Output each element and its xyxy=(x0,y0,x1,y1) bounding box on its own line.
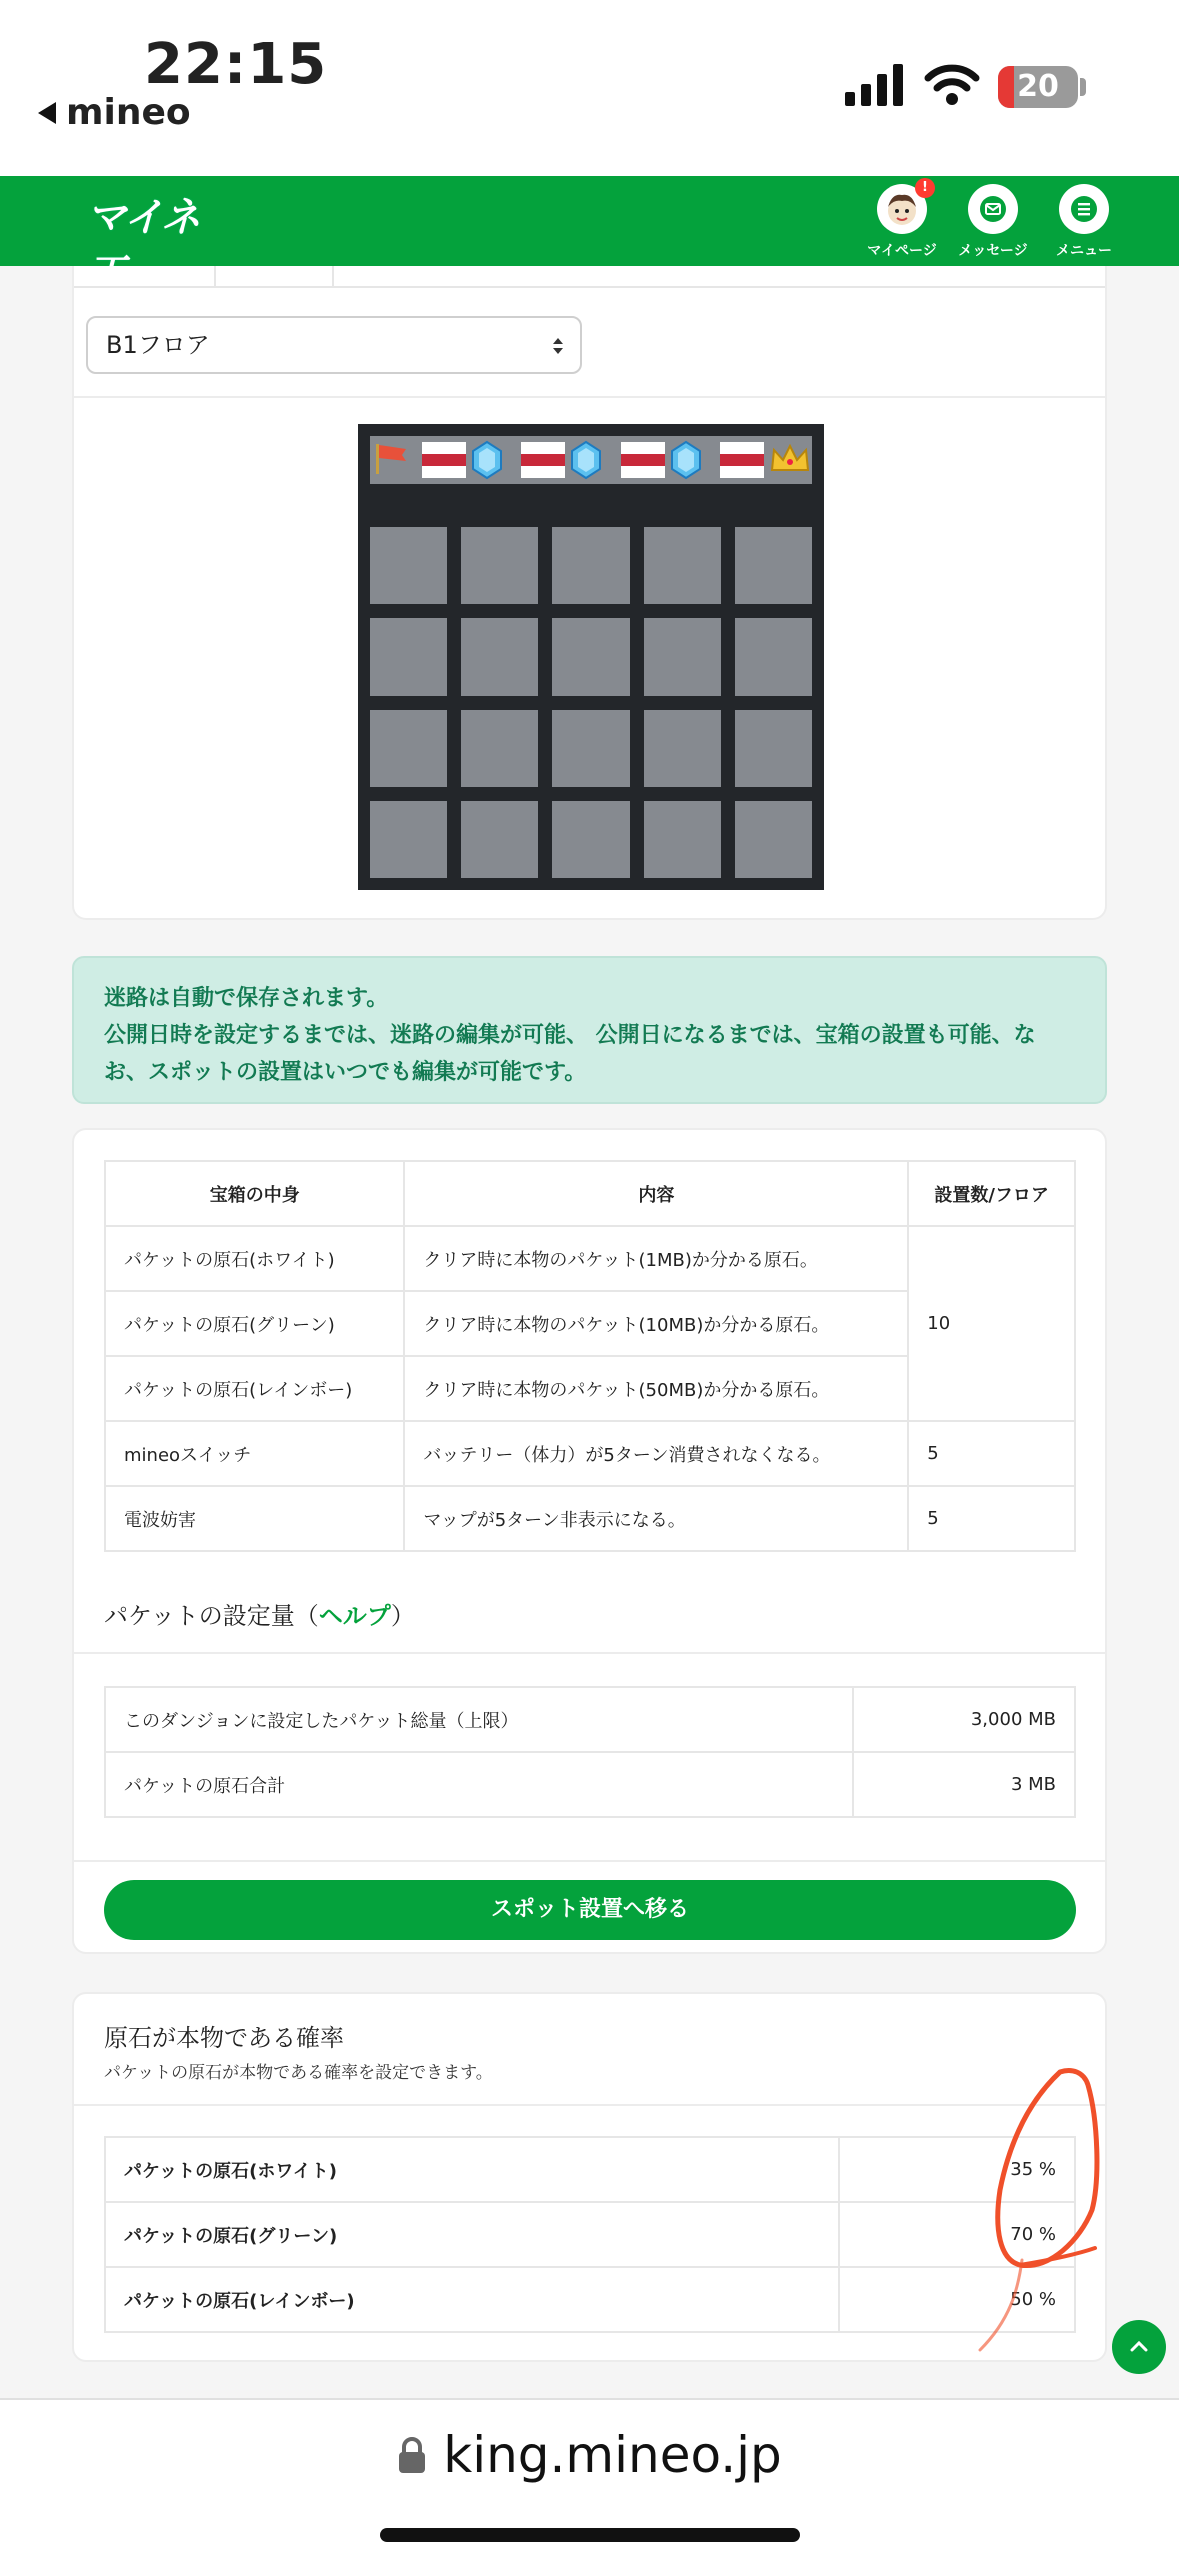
maze-cell[interactable] xyxy=(461,710,538,787)
nav-message-label: メッセージ xyxy=(958,243,1028,259)
notice-line-1: 迷路は自動で保存されます。 xyxy=(104,986,389,1011)
maze-cell[interactable] xyxy=(552,527,629,604)
nav-mypage[interactable] xyxy=(857,180,947,260)
tab-remnant[interactable] xyxy=(214,266,334,286)
menu-icon xyxy=(1059,184,1109,234)
column-header: 設置数/フロア xyxy=(908,1161,1075,1226)
treasure-table xyxy=(104,1160,1076,1552)
treasure-desc: マップが5ターン非表示になる。 xyxy=(404,1486,908,1551)
gem-label: パケットの原石(グリーン) xyxy=(105,2202,839,2267)
wall-icon xyxy=(619,440,667,486)
url-text: king.mineo.jp xyxy=(443,2426,782,2484)
table-row xyxy=(105,1421,1075,1486)
back-to-app-button[interactable] xyxy=(38,92,191,133)
treasure-name: 電波妨害 xyxy=(105,1486,404,1551)
maze-cell[interactable] xyxy=(735,801,812,878)
packet-settings-title xyxy=(104,1596,415,1631)
back-arrow-icon xyxy=(38,102,56,124)
gem-icon xyxy=(669,440,703,486)
floor-select[interactable] xyxy=(86,316,582,374)
go-to-spot-setup-button[interactable]: スポット設置へ移る xyxy=(104,1880,1076,1940)
autosave-notice xyxy=(72,956,1107,1104)
probability-description: パケットの原石が本物である確率を設定できます。 xyxy=(104,2063,493,2083)
browser-bottom-bar xyxy=(0,2398,1179,2556)
treasure-count: 5 xyxy=(908,1486,1075,1551)
maze-cell[interactable] xyxy=(552,710,629,787)
maze-grid[interactable] xyxy=(358,424,824,890)
divider xyxy=(74,1860,1105,1862)
maze-cell[interactable] xyxy=(370,710,447,787)
maze-cell[interactable] xyxy=(552,801,629,878)
mail-icon xyxy=(968,184,1018,234)
treasure-name: パケットの原石(ホワイト) xyxy=(105,1226,404,1291)
probability-value[interactable]: 50 % xyxy=(839,2267,1075,2332)
cellular-signal-icon xyxy=(845,64,905,106)
maze-cell[interactable] xyxy=(370,801,447,878)
wifi-icon xyxy=(924,62,980,106)
treasure-desc: バッテリー（体力）が5ターン消費されなくなる。 xyxy=(404,1421,908,1486)
treasure-count: 5 xyxy=(908,1421,1075,1486)
site-logo[interactable] xyxy=(86,186,216,256)
wall-icon xyxy=(519,440,567,486)
probability-table xyxy=(104,2136,1076,2333)
table-row xyxy=(105,1752,1075,1817)
maze-cell[interactable] xyxy=(735,527,812,604)
gem-label: パケットの原石(ホワイト) xyxy=(105,2137,839,2202)
maze-cell[interactable] xyxy=(735,710,812,787)
battery-cap xyxy=(1080,78,1086,96)
probability-title: 原石が本物である確率 xyxy=(104,2024,344,2052)
packet-amount-table xyxy=(104,1686,1076,1818)
gem-icon xyxy=(470,440,504,486)
notification-badge: ! xyxy=(915,178,935,198)
crown-icon xyxy=(768,440,812,482)
nav-menu[interactable] xyxy=(1039,184,1129,260)
title-suffix: ） xyxy=(390,1602,415,1630)
maze-cell[interactable] xyxy=(735,618,812,695)
treasure-name: パケットの原石(レインボー) xyxy=(105,1356,404,1421)
treasure-desc: クリア時に本物のパケット(10MB)か分かる原石。 xyxy=(404,1291,908,1356)
wall-icon xyxy=(420,440,468,486)
maze-cell[interactable] xyxy=(461,527,538,604)
home-indicator xyxy=(380,2528,800,2542)
table-row xyxy=(105,1486,1075,1551)
battery-icon xyxy=(998,66,1078,108)
divider xyxy=(74,1652,1105,1654)
divider xyxy=(74,2104,1105,2106)
packet-value: 3 MB xyxy=(853,1752,1075,1817)
avatar-icon xyxy=(877,180,928,234)
table-header-row xyxy=(105,1161,1075,1226)
help-link[interactable]: ヘルプ xyxy=(318,1602,391,1630)
flag-icon xyxy=(370,440,410,482)
table-row xyxy=(105,1687,1075,1752)
nav-mypage-label: マイページ xyxy=(867,243,937,259)
maze-cell[interactable] xyxy=(461,801,538,878)
column-header: 宝箱の中身 xyxy=(105,1161,404,1226)
notice-line-2: 公開日時を設定するまでは、迷路の編集が可能、 公開日になるまでは、宝箱の設置も可能、なお、スポットの設置はいつでも編集が可能です。 xyxy=(104,1023,1036,1085)
probability-card xyxy=(72,1992,1107,2362)
maze-editor-card xyxy=(72,266,1107,920)
packet-label: このダンジョンに設定したパケット総量（上限） xyxy=(105,1687,853,1752)
back-app-label: mineo xyxy=(66,92,191,133)
divider xyxy=(74,396,1105,398)
lock-icon xyxy=(397,2435,427,2475)
site-header xyxy=(0,176,1179,266)
tab-divider xyxy=(74,286,1105,288)
maze-cell[interactable] xyxy=(461,618,538,695)
gem-icon xyxy=(569,440,603,486)
select-arrows-icon xyxy=(552,336,564,356)
gem-label: パケットの原石(レインボー) xyxy=(105,2267,839,2332)
url-bar[interactable] xyxy=(0,2426,1179,2484)
treasure-desc: クリア時に本物のパケット(1MB)か分かる原石。 xyxy=(404,1226,908,1291)
scroll-to-top-button[interactable] xyxy=(1112,2320,1166,2374)
table-row xyxy=(105,1226,1075,1291)
column-header: 内容 xyxy=(404,1161,908,1226)
title-prefix: パケットの設定量（ xyxy=(104,1602,319,1630)
treasure-name: パケットの原石(グリーン) xyxy=(105,1291,404,1356)
nav-message[interactable] xyxy=(948,184,1038,260)
status-time: 22:15 xyxy=(144,32,328,97)
table-row xyxy=(105,2267,1075,2332)
table-row xyxy=(105,2202,1075,2267)
maze-cell[interactable] xyxy=(370,527,447,604)
floor-select-value: B1フロア xyxy=(106,331,210,359)
packet-label: パケットの原石合計 xyxy=(105,1752,853,1817)
packet-value: 3,000 MB xyxy=(853,1687,1075,1752)
treasure-count: 10 xyxy=(908,1226,1075,1421)
maze-cell[interactable] xyxy=(552,618,629,695)
maze-cell[interactable] xyxy=(644,527,721,604)
maze-cell[interactable] xyxy=(644,801,721,878)
nav-menu-label: メニュー xyxy=(1056,243,1112,259)
logo-text: マイネ xyxy=(86,195,199,241)
maze-cell[interactable] xyxy=(644,710,721,787)
status-bar xyxy=(0,0,1179,176)
treasure-settings-card xyxy=(72,1128,1107,1954)
maze-cell[interactable] xyxy=(644,618,721,695)
treasure-name: mineoスイッチ xyxy=(105,1421,404,1486)
probability-value[interactable]: 35 % xyxy=(839,2137,1075,2202)
treasure-desc: クリア時に本物のパケット(50MB)か分かる原石。 xyxy=(404,1356,908,1421)
chevron-up-icon xyxy=(1127,2335,1151,2359)
maze-cell[interactable] xyxy=(370,618,447,695)
wall-icon xyxy=(718,440,766,486)
battery-percent: 20 xyxy=(1017,69,1059,104)
table-row xyxy=(105,2137,1075,2202)
probability-value[interactable]: 70 % xyxy=(839,2202,1075,2267)
